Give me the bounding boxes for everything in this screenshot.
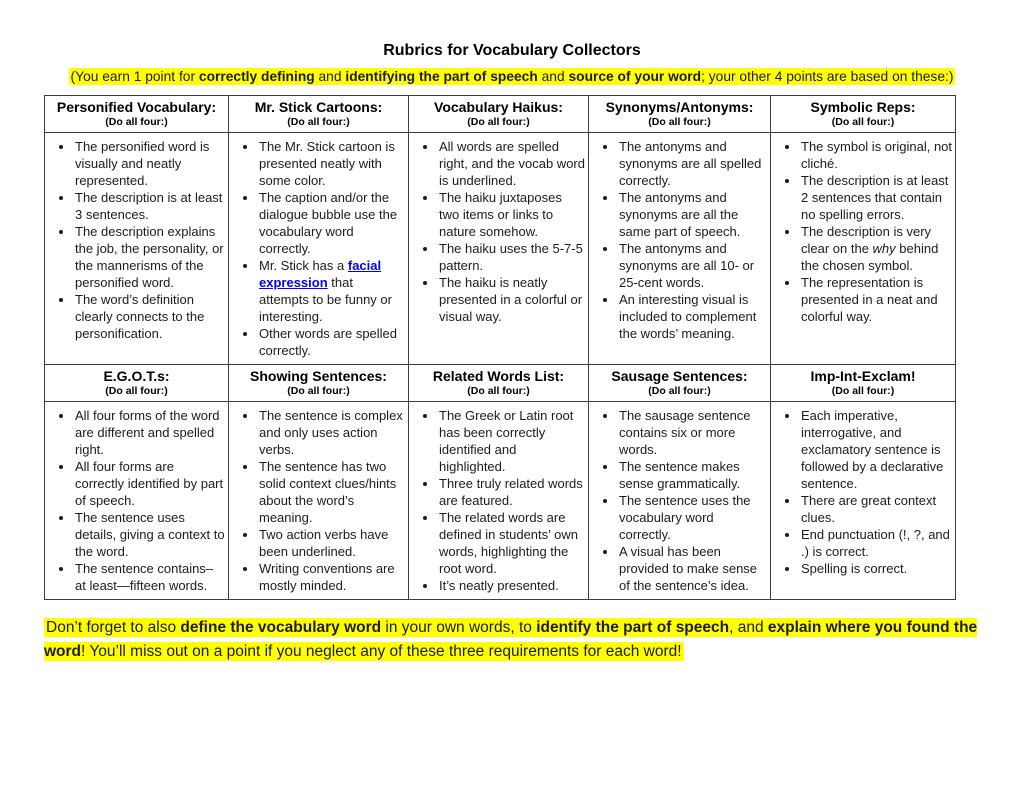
- rubric-criterion: [258, 526, 405, 560]
- cell-symbolic-reps: [771, 133, 956, 365]
- text-run: Mr. Stick has a: [259, 258, 348, 274]
- text-run: The Mr. Stick cartoon is presented neatly with some color.: [259, 139, 395, 189]
- rubric-criterion: [800, 274, 952, 325]
- rubric-criterion: [438, 577, 585, 594]
- text-run: The haiku is neatly presented in a colorful or visual way.: [439, 275, 583, 325]
- intro-highlight: [69, 68, 956, 85]
- cell-mr-stick-cartoons: [229, 133, 409, 365]
- column-subtitle: (Do all four:): [648, 116, 711, 128]
- text-run: The description is at least 2 sentences that contain no spelling errors.: [801, 173, 949, 223]
- column-header-showing-sentences: [229, 365, 409, 402]
- facial-expression-link[interactable]: facial expression: [259, 258, 382, 291]
- column-header-symbolic-reps: [771, 96, 956, 133]
- criteria-row-top: [45, 133, 956, 365]
- reminder-note: [44, 616, 994, 664]
- rubric-criterion: [74, 458, 225, 509]
- rubric-criterion: [800, 492, 952, 526]
- rubric-criterion: [438, 240, 585, 274]
- criteria-list: [229, 407, 405, 594]
- column-title: Showing Sentences:: [250, 368, 387, 385]
- text-run: The description is very clear on the: [801, 224, 932, 257]
- text-run: Other words are spelled correctly.: [259, 326, 398, 359]
- text-run: All four forms of the word are different and spelled right.: [75, 408, 220, 458]
- text-run: The sentence makes sense grammatically.: [619, 459, 741, 492]
- rubric-criterion: [800, 526, 952, 560]
- rubric-criterion: [618, 543, 767, 594]
- text-run: behind the chosen symbol.: [801, 241, 939, 274]
- rubric-criterion: [438, 475, 585, 509]
- rubric-criterion: [618, 492, 767, 543]
- column-header-synonyms-antonyms: [589, 96, 771, 133]
- rubric-table: [44, 95, 956, 600]
- header-row-top: [45, 96, 956, 133]
- cell-sausage-sentences: [589, 402, 771, 600]
- rubric-criterion: [74, 291, 225, 342]
- column-subtitle: (Do all four:): [467, 385, 530, 398]
- rubric-criterion: [438, 407, 585, 475]
- text-run: (You earn 1 point for: [70, 69, 199, 84]
- text-run: The representation is presented in a neat and colorful way.: [801, 275, 938, 325]
- column-subtitle: (Do all four:): [105, 385, 168, 398]
- criteria-list: [409, 407, 585, 594]
- column-header-imp-int-exclam: [771, 365, 956, 402]
- criteria-list: [771, 407, 952, 577]
- text-run: All four forms are correctly identified by part of speech.: [75, 459, 224, 509]
- criteria-list: [771, 138, 952, 325]
- header-row-bottom: [45, 365, 956, 402]
- bold-text: identify the part of speech: [536, 619, 730, 637]
- rubric-criterion: [618, 291, 767, 342]
- reminder-highlight: [44, 618, 977, 661]
- column-title: Sausage Sentences:: [611, 368, 748, 385]
- text-run: and: [537, 69, 569, 84]
- rubric-criterion: [74, 509, 225, 560]
- text-run: Two action verbs have been underlined.: [259, 527, 389, 560]
- rubric-criterion: [74, 560, 225, 594]
- rubric-criterion: [258, 138, 405, 189]
- column-title: E.G.O.T.s:: [103, 368, 170, 385]
- rubric-criterion: [618, 189, 767, 240]
- text-run: , and: [729, 619, 768, 637]
- text-run: The Greek or Latin root has been correctly identified and highlighted.: [439, 408, 574, 475]
- text-run: The antonyms and synonyms are all 10- or 25-cent words.: [619, 241, 755, 291]
- rubric-criterion: [800, 407, 952, 492]
- column-subtitle: (Do all four:): [831, 385, 895, 398]
- text-run: The symbol is original, not cliché.: [801, 139, 953, 172]
- text-run: The related words are defined in students’ own words, highlighting the root word.: [439, 510, 579, 577]
- text-run: Each imperative, interrogative, and exclamatory sentence is followed by a declarative sentence.: [801, 408, 944, 492]
- text-run: The antonyms and synonyms are all the same part of speech.: [619, 190, 741, 240]
- criteria-row-bottom: [45, 402, 956, 600]
- intro-note: [28, 69, 996, 84]
- column-title: Vocabulary Haikus:: [434, 99, 563, 115]
- column-subtitle: (Do all four:): [648, 385, 711, 398]
- text-run: The sentence uses details, giving a context to the word.: [75, 510, 225, 560]
- text-run: The description explains the job, the personality, or the mannerisms of the personified word.: [75, 224, 224, 291]
- column-title: Mr. Stick Cartoons:: [254, 99, 383, 115]
- criteria-list: [409, 138, 585, 325]
- criteria-list: [45, 407, 225, 594]
- text-run: The caption and/or the dialogue bubble use the vocabulary word correctly.: [259, 190, 398, 257]
- column-title: Synonyms/Antonyms:: [605, 99, 754, 115]
- cell-egots: [45, 402, 229, 600]
- text-run: The sentence contains– at least—fifteen words.: [75, 561, 214, 594]
- rubric-criterion: [800, 172, 952, 223]
- bold-text: correctly defining: [198, 69, 315, 84]
- text-run: ; your other 4 points are based on these:): [701, 69, 954, 84]
- rubric-criterion: [258, 257, 405, 325]
- rubric-criterion: [74, 189, 225, 223]
- text-run: A visual has been provided to make sense of the sentence’s idea.: [619, 544, 758, 594]
- rubric-criterion: [258, 407, 405, 458]
- column-title: Symbolic Reps:: [810, 99, 916, 115]
- text-run: There are great context clues.: [801, 493, 937, 526]
- rubric-criterion: [438, 138, 585, 189]
- rubric-criterion: [618, 407, 767, 458]
- text-run: The sentence uses the vocabulary word correctly.: [619, 493, 751, 543]
- text-run: The haiku uses the 5-7-5 pattern.: [439, 241, 583, 274]
- criteria-list: [589, 138, 767, 342]
- column-header-vocabulary-haikus: [409, 96, 589, 133]
- text-run: that attempts to be funny or interesting.: [259, 275, 392, 325]
- rubric-criterion: [618, 458, 767, 492]
- text-run: End punctuation (!, ?, and .) is correct.: [801, 527, 950, 560]
- text-run: All words are spelled right, and the vocab word is underlined.: [439, 139, 585, 189]
- text-run: Spelling is correct.: [801, 561, 908, 577]
- cell-related-words-list: [409, 402, 589, 600]
- column-title: Personified Vocabulary:: [56, 99, 217, 115]
- page-title: Rubrics for Vocabulary Collectors: [383, 42, 641, 59]
- text-run: ! You’ll miss out on a point if you neglect any of these three requirements for each word!: [81, 643, 682, 661]
- rubric-criterion: [74, 407, 225, 458]
- rubric-criterion: [74, 138, 225, 189]
- text-run: and: [314, 69, 346, 84]
- bold-text: identifying the part of speech: [345, 69, 538, 84]
- column-header-sausage-sentences: [589, 365, 771, 402]
- text-run: The personified word is visually and neatly represented.: [75, 139, 210, 189]
- criteria-list: [589, 407, 767, 594]
- rubric-criterion: [258, 560, 405, 594]
- text-run: The description is at least 3 sentences.: [75, 190, 223, 223]
- rubric-criterion: [438, 274, 585, 325]
- text-run: The word’s definition clearly connects to the personification.: [75, 292, 205, 342]
- column-header-related-words-list: [409, 365, 589, 402]
- text-run: The antonyms and synonyms are all spelled correctly.: [619, 139, 762, 189]
- rubric-criterion: [438, 509, 585, 577]
- text-run: The sausage sentence contains six or more words.: [619, 408, 751, 458]
- bold-text: define the vocabulary word: [180, 619, 382, 637]
- column-subtitle: (Do all four:): [105, 116, 168, 128]
- column-subtitle: (Do all four:): [287, 116, 350, 128]
- text-run: Writing conventions are mostly minded.: [259, 561, 395, 594]
- bold-text: explain where you found the word: [44, 619, 978, 661]
- cell-showing-sentences: [229, 402, 409, 600]
- text-run: The sentence has two solid context clues/hints about the word’s meaning.: [259, 459, 397, 526]
- rubric-criterion: [618, 138, 767, 189]
- column-subtitle: (Do all four:): [467, 116, 530, 128]
- rubric-criterion: [258, 189, 405, 257]
- rubric-criterion: [800, 223, 952, 274]
- cell-vocabulary-haikus: [409, 133, 589, 365]
- column-title: Related Words List:: [432, 368, 565, 385]
- cell-personified-vocabulary: [45, 133, 229, 365]
- text-run: Three truly related words are featured.: [439, 476, 583, 509]
- text-run: An interesting visual is included to complement the words’ meaning.: [619, 292, 757, 342]
- text-run: Don’t forget to also: [46, 619, 181, 637]
- text-run: The haiku juxtaposes two items or links to nature somehow.: [439, 190, 562, 240]
- text-run: The sentence is complex and only uses action verbs.: [259, 408, 403, 458]
- cell-synonyms-antonyms: [589, 133, 771, 365]
- text-run: It’s neatly presented.: [439, 578, 559, 594]
- text-run: in your own words, to: [381, 619, 537, 637]
- column-header-personified-vocabulary: [45, 96, 229, 133]
- rubric-criterion: [258, 458, 405, 526]
- column-subtitle: (Do all four:): [831, 116, 895, 128]
- column-title: Imp-Int-Exclam!: [810, 368, 916, 385]
- rubric-criterion: [258, 325, 405, 359]
- rubric-criterion: [800, 138, 952, 172]
- bold-text: source of your word: [568, 69, 702, 84]
- rubric-criterion: [800, 560, 952, 577]
- column-header-mr-stick-cartoons: [229, 96, 409, 133]
- rubric-criterion: [74, 223, 225, 291]
- column-subtitle: (Do all four:): [287, 385, 350, 398]
- rubric-criterion: [438, 189, 585, 240]
- italic-text: why: [872, 241, 896, 257]
- criteria-list: [229, 138, 405, 359]
- column-header-egots: [45, 365, 229, 402]
- cell-imp-int-exclam: [771, 402, 956, 600]
- rubric-criterion: [618, 240, 767, 291]
- criteria-list: [45, 138, 225, 342]
